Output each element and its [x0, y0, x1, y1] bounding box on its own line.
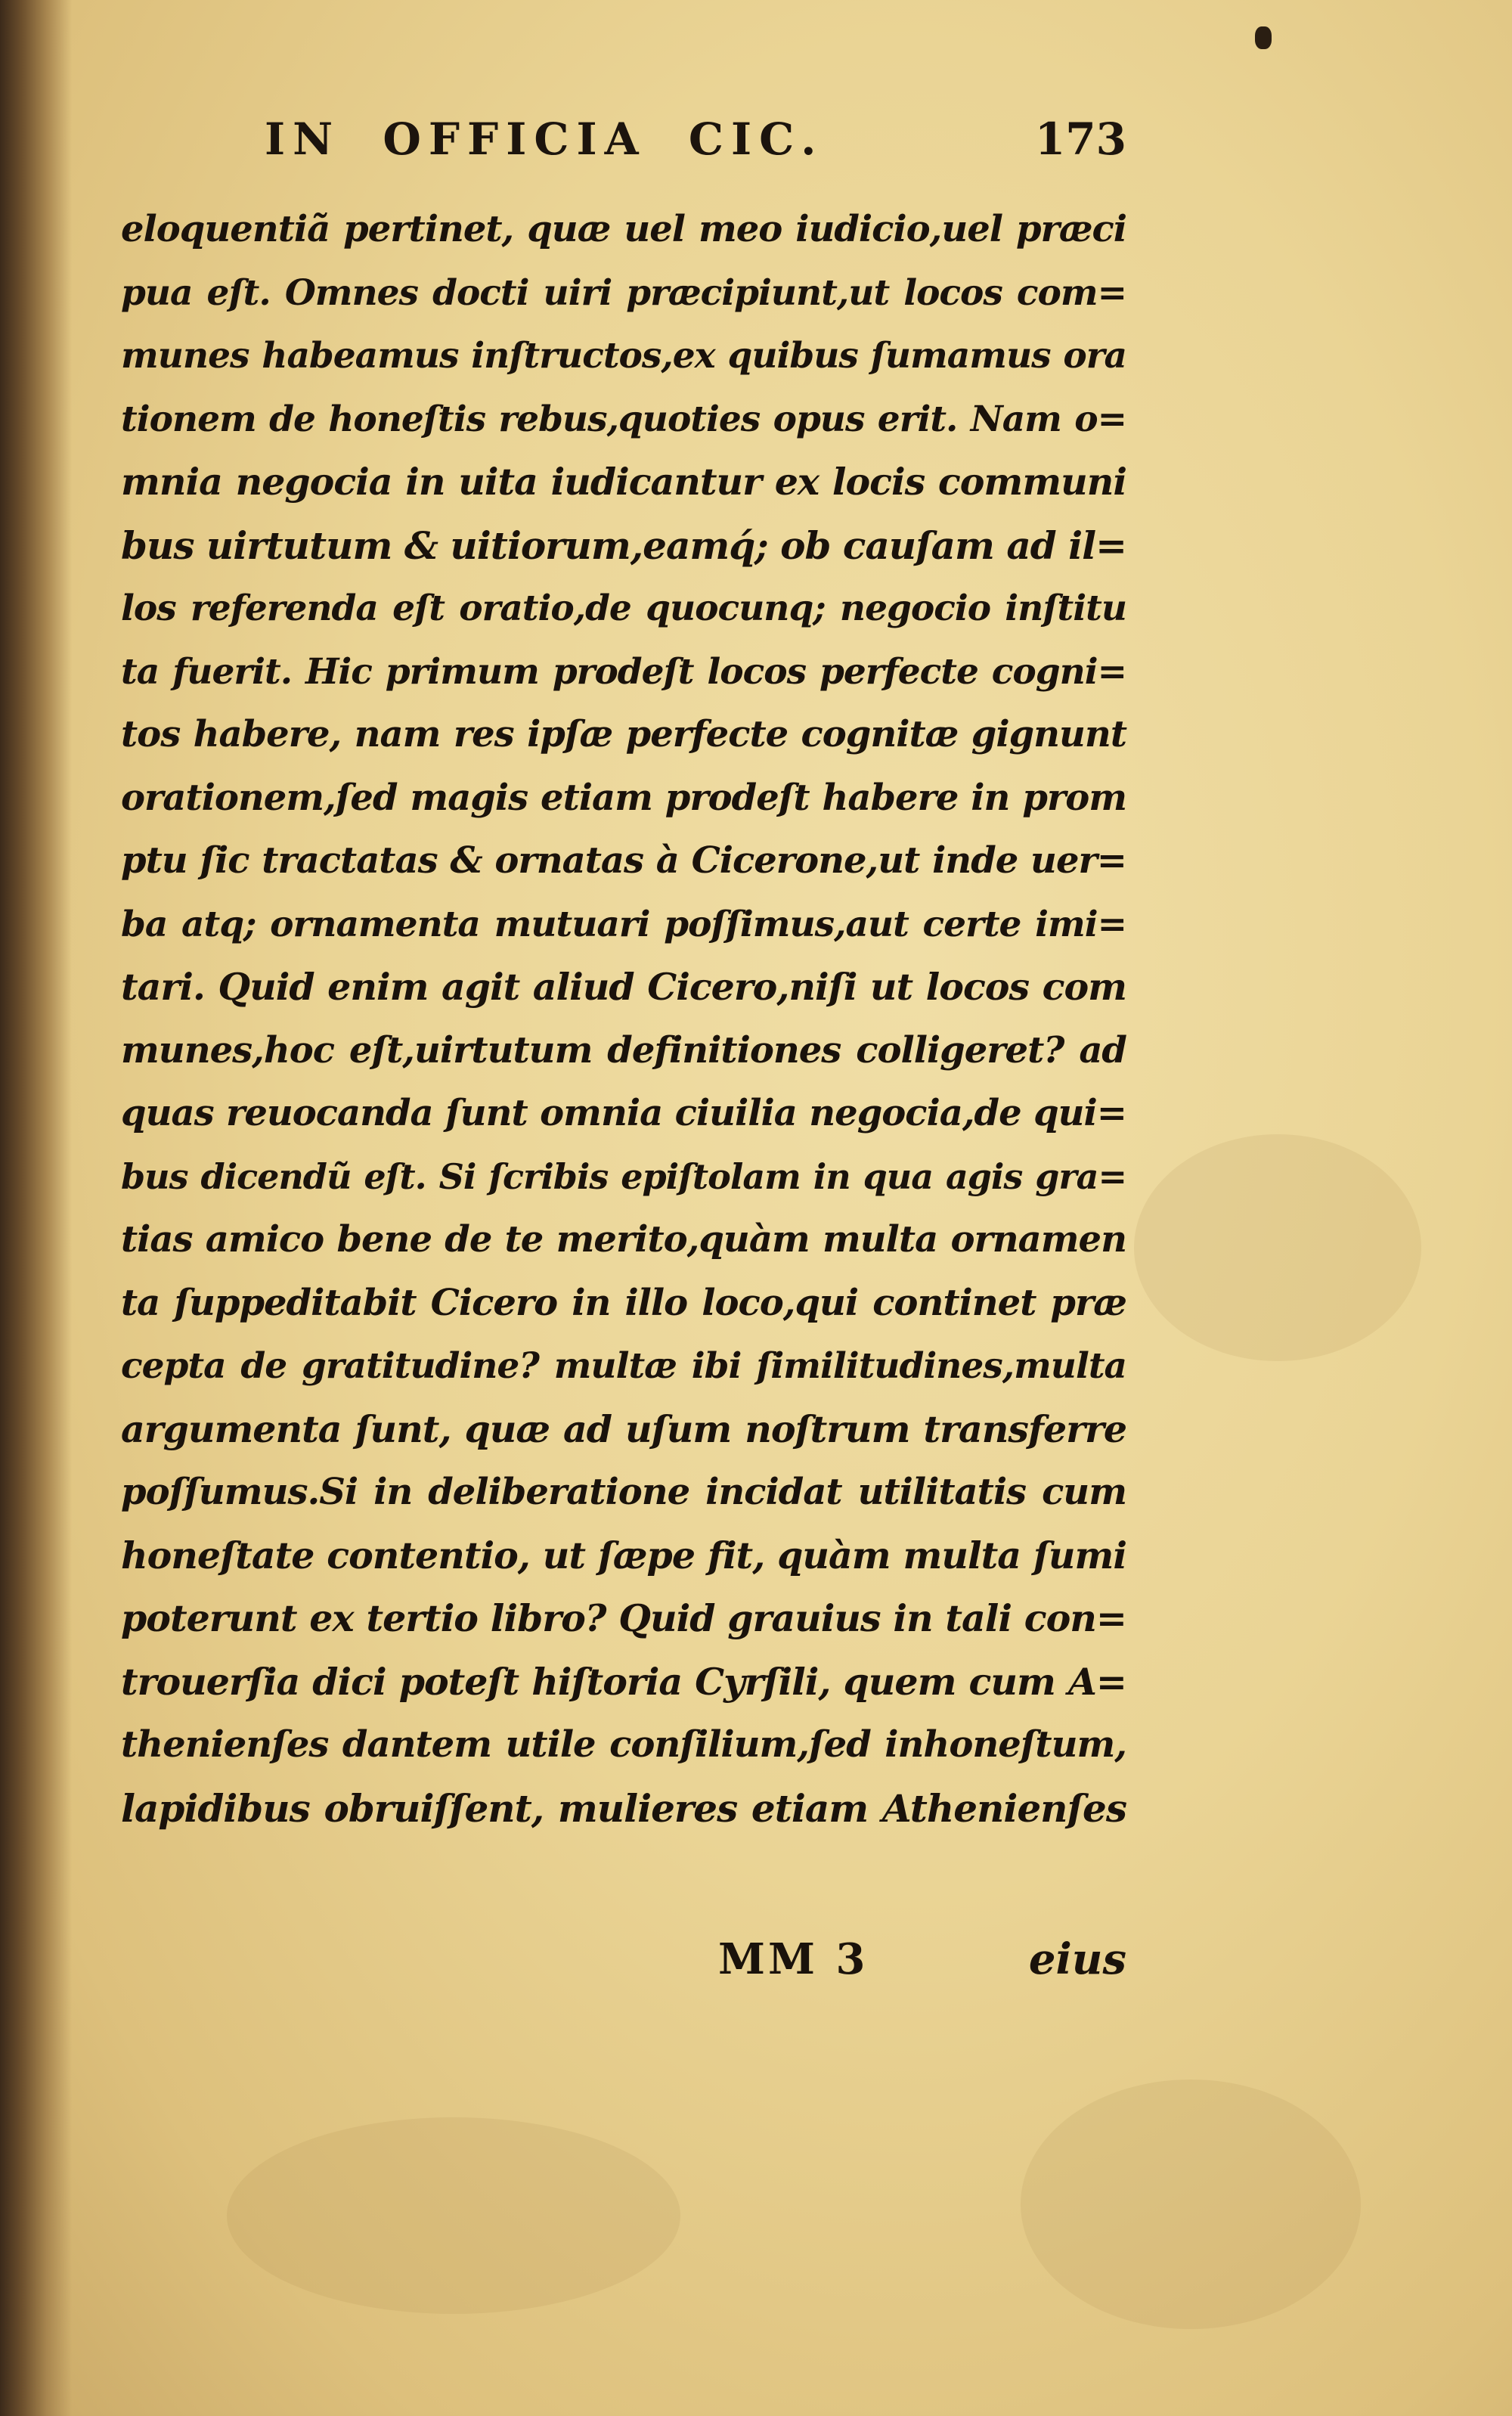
page-footer [718, 1934, 1126, 1995]
body-text [121, 198, 1126, 1840]
page-number: 173 [1034, 113, 1126, 165]
text-line: lapidibus obruiſſent, mulieres etiam Athenienſes [121, 1785, 1126, 1831]
text-line: argumenta ſunt, quæ ad uſum noſtrum transferre [121, 1406, 1126, 1451]
text-line: tionem de honeſtis rebus,quoties opus erit. Nam o= [121, 398, 1126, 440]
text-line: orationem,ſed magis etiam prodeſt habere in prom [121, 776, 1126, 819]
text-line: ptu ſic tractatas & ornatas à Cicerone,ut inde uer= [121, 839, 1126, 882]
text-line: bus dicendũ eſt. Si ſcribis epiſtolam in qua agis gra= [121, 1155, 1126, 1197]
text-line: mnia negocia in uita iudicantur ex locis communi [121, 460, 1126, 504]
text-line: quas reuocanda ſunt omnia ciuilia negocia,de qui= [121, 1092, 1126, 1134]
text-line: tos habere, nam res ipſæ perfecte cognitæ gignunt [121, 713, 1126, 755]
text-line: ba atq; ornamenta mutuari poſſimus,aut certe imi= [121, 903, 1126, 945]
text-line: trouerſia dici poteſt hiſtoria Cyrſili, quem cum A= [121, 1659, 1126, 1704]
paper-stain [227, 2117, 680, 2314]
text-line: munes habeamus inſtructos,ex quibus ſumamus ora [121, 335, 1126, 377]
text-line: pua eſt. Omnes docti uiri præcipiunt,ut locos com= [121, 271, 1126, 314]
catchword: eius [1028, 1934, 1126, 1984]
paper-stain [1134, 1134, 1421, 1361]
running-title: IN OFFICIA CIC. [265, 113, 824, 165]
text-line: ta ſuppeditabit Cicero in illo loco,qui continet præ [121, 1281, 1126, 1324]
text-line: ta fuerit. Hic primum prodeſt locos perfecte cogni= [121, 650, 1126, 693]
text-line: munes,hoc eſt,uirtutum definitiones colligeret? ad [121, 1028, 1126, 1072]
text-line: poſſumus.Si in deliberatione incidat utilitatis cum [121, 1471, 1126, 1513]
text-line: poterunt ex tertio libro? Quid grauius in tali con= [121, 1596, 1126, 1640]
text-line: tari. Quid enim agit aliud Cicero,niſi ut locos com [121, 965, 1126, 1009]
text-line: bus uirtutum & uitiorum,eamq́; ob cauſam ad il= [121, 523, 1126, 568]
page-header [265, 113, 1126, 181]
text-line: tias amico bene de te merito,quàm multa ornamen [121, 1218, 1126, 1261]
paper-stain [1021, 2079, 1361, 2329]
ink-smudge [1255, 26, 1272, 49]
text-line: honeſtate contentio, ut ſæpe fit, quàm multa ſumi [121, 1533, 1126, 1577]
binding-gutter [0, 0, 72, 2416]
text-line: thenienſes dantem utile conſilium,ſed inhoneſtum, [121, 1723, 1126, 1766]
text-line: eloquentiã pertinet, quæ uel meo iudicio,uel præci [121, 208, 1126, 250]
text-line: los referenda eſt oratio,de quocunq; negocio inſtitu [121, 588, 1126, 629]
signature-mark: MM 3 [718, 1934, 869, 1984]
text-line: cepta de gratitudine? multæ ibi ſimilitudines,multa [121, 1345, 1126, 1387]
